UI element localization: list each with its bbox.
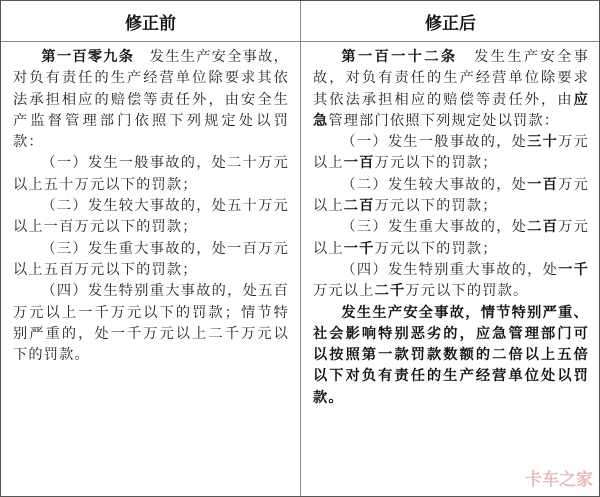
header-before: 修正前 — [125, 13, 176, 34]
item-2: （二）发生较大事故的，处一百万元以上二百万元以下的罚款； — [313, 176, 589, 215]
article-number: 第一百一十二条 — [341, 49, 458, 65]
changed-text: 一千 — [343, 240, 375, 257]
column-divider — [300, 1, 301, 496]
item-3: （三）发生重大事故的，处二百万元以上一千万元以下的罚款； — [313, 219, 589, 257]
changed-text: 一千 — [558, 261, 589, 278]
changed-text: 一百 — [527, 176, 559, 193]
item-1: （一）发生一般事故的，处二十万元以上五十万元以下的罚款； — [13, 155, 289, 193]
article-paragraph — [313, 47, 589, 132]
changed-text: 二千 — [374, 283, 406, 300]
article-text: 发生生产安全事故，对负有责任的生产经营单位除要求其依法承担相应的赔偿等责任外，由安全生产监督管理部门依照下列规定处以罚款： — [13, 49, 289, 151]
header-after: 修正后 — [425, 13, 476, 34]
article-text: 管理部门依照下列规定处以罚款： — [328, 112, 560, 129]
column-before — [13, 47, 289, 366]
article-number: 第一百零九条 — [41, 49, 135, 65]
item-4: （四）发生特别重大事故的，处一千万元以上二千万元以下的罚款。 — [313, 261, 589, 300]
changed-text: 一百 — [343, 155, 375, 172]
added-paragraph: 发生生产安全事故，情节特别严重、社会影响特别恶劣的，应急管理部门可以按照第一款罚款数额的二倍以上五倍以下对负有责任的生产经营单位处以罚款。 — [313, 304, 589, 406]
changed-text: 二百 — [343, 198, 375, 215]
changed-text: 三十 — [527, 134, 559, 151]
item-4: （四）发生特别重大事故的，处五百万元以上一千万元以下的罚款；情节特别严重的，处一千万元以上二千万元以下的罚款。 — [13, 283, 289, 364]
changed-text: 二百 — [527, 219, 559, 236]
article-paragraph — [13, 47, 289, 153]
item-2: （二）发生较大事故的，处五十万元以上一百万元以下的罚款； — [13, 198, 289, 236]
changed-text: 应急 — [313, 91, 589, 129]
article-text: 发生生产安全事故，对负有责任的生产经营单位除要求其依法承担相应的赔偿等责任外，由 — [313, 49, 589, 108]
item-3: （三）发生重大事故的，处一百万元以上五百万元以下的罚款； — [13, 240, 289, 278]
item-1: （一）发生一般事故的，处三十万元以上一百万元以下的罚款； — [313, 134, 589, 172]
watermark-logo: 卡车之家 — [525, 470, 593, 490]
column-after — [313, 47, 589, 409]
